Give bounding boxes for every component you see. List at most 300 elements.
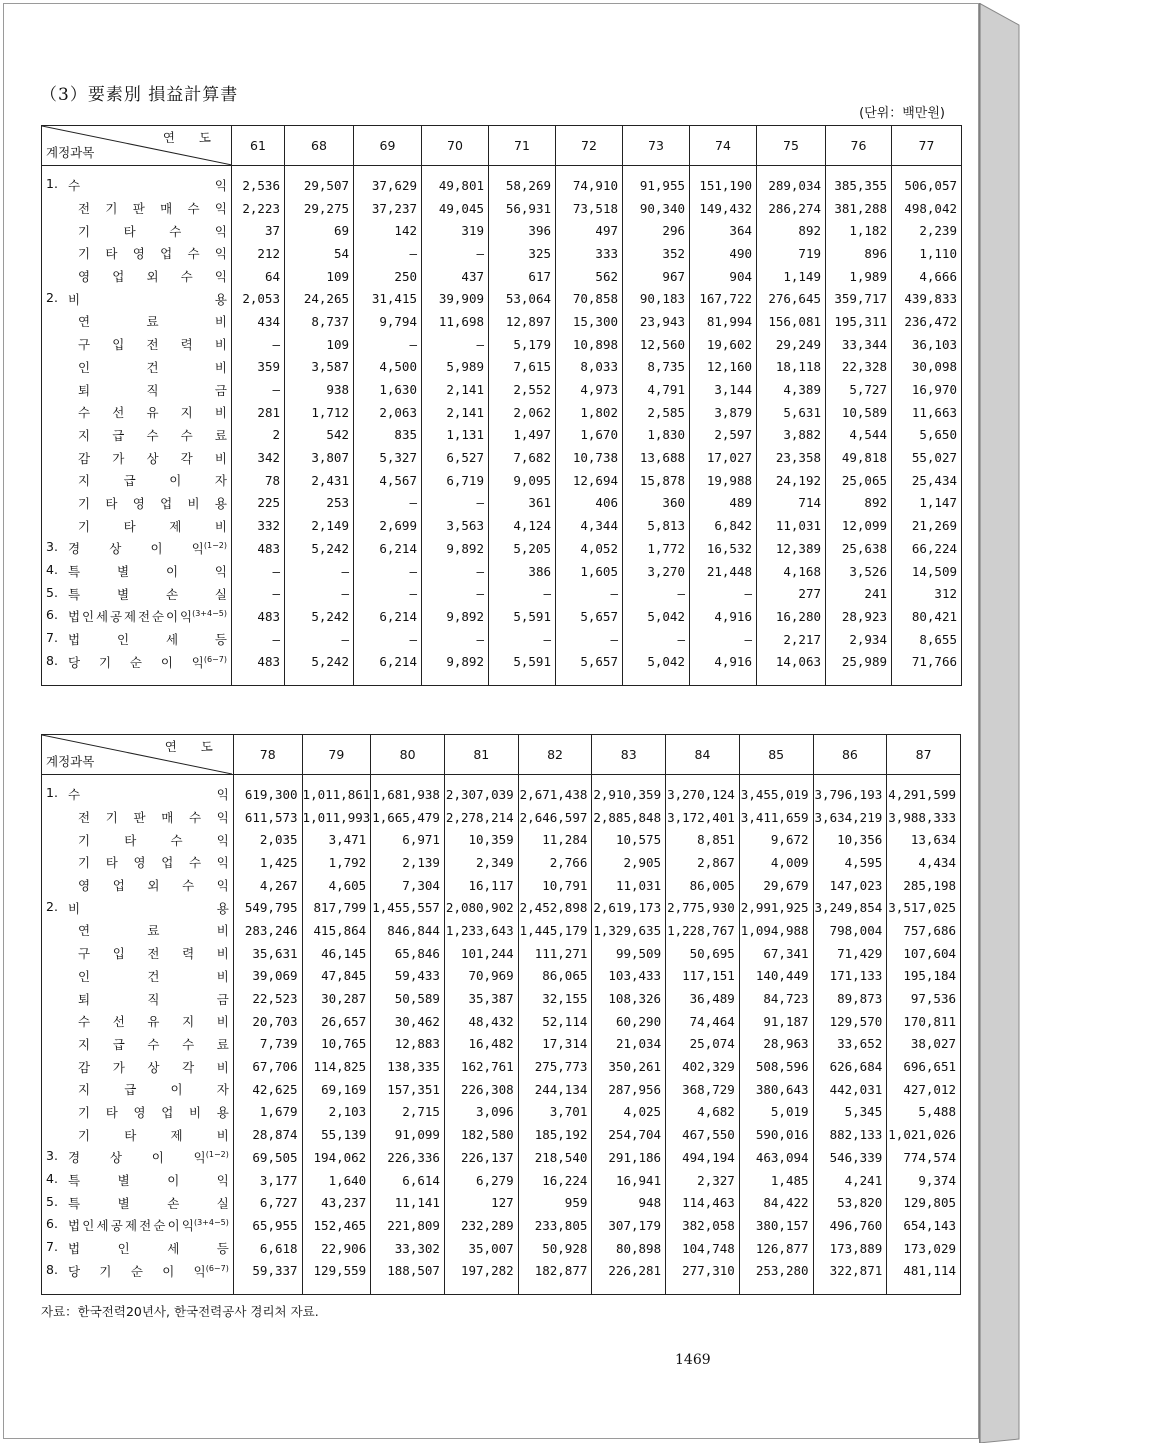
value-cell: 36,103: [892, 333, 962, 356]
value-cell: 1,802: [556, 401, 623, 424]
value-cell: 835: [354, 424, 422, 447]
year-header: 83: [592, 735, 666, 775]
value-cell: 2,536: [232, 174, 285, 197]
value-cell: 286,274: [757, 197, 826, 220]
value-cell: 14,063: [757, 650, 826, 673]
value-cell: 21,034: [592, 1033, 666, 1056]
value-cell: 171,133: [813, 965, 887, 988]
value-cell: 9,892: [422, 605, 489, 628]
value-cell: 64: [232, 265, 285, 288]
value-cell: 5,591: [489, 650, 556, 673]
value-cell: 25,638: [826, 537, 892, 560]
value-cell: 89,873: [813, 987, 887, 1010]
value-cell: 3,411,659: [739, 806, 813, 829]
table-row: [42, 287, 962, 310]
value-cell: 5,488: [887, 1101, 961, 1124]
value-cell: 90,183: [623, 287, 690, 310]
value-cell: 2,103: [302, 1101, 371, 1124]
value-cell: 69,169: [302, 1078, 371, 1101]
value-cell: 798,004: [813, 919, 887, 942]
value-cell: 221,809: [371, 1214, 445, 1237]
value-cell: 12,389: [757, 537, 826, 560]
value-cell: 16,970: [892, 378, 962, 401]
account-label: 기 타 영 업 수 익: [42, 851, 234, 874]
value-cell: 253: [285, 492, 354, 515]
value-cell: 24,265: [285, 287, 354, 310]
value-cell: 1,681,938: [371, 783, 445, 806]
value-cell: 3,249,854: [813, 896, 887, 919]
corner-account-label: 계정과목: [46, 145, 95, 160]
value-cell: 2,139: [371, 851, 445, 874]
value-cell: 892: [757, 219, 826, 242]
income-statement-table-1961-1977: [41, 125, 962, 686]
value-cell: 1,182: [826, 219, 892, 242]
value-cell: 7,615: [489, 356, 556, 379]
value-cell: 2,867: [666, 851, 740, 874]
value-cell: 86,005: [666, 874, 740, 897]
value-cell: 42,625: [233, 1078, 302, 1101]
value-cell: 4,025: [592, 1101, 666, 1124]
value-cell: 39,069: [233, 965, 302, 988]
value-cell: 101,244: [444, 942, 518, 965]
value-cell: 109: [285, 333, 354, 356]
value-cell: 28,963: [739, 1033, 813, 1056]
value-cell: 19,602: [690, 333, 757, 356]
value-cell: 467,550: [666, 1123, 740, 1146]
value-cell: 80,898: [592, 1237, 666, 1260]
value-cell: 11,141: [371, 1191, 445, 1214]
value-cell: 6,214: [354, 650, 422, 673]
value-cell: 285,198: [887, 874, 961, 897]
value-cell: 43,237: [302, 1191, 371, 1214]
value-cell: 5,242: [285, 537, 354, 560]
value-cell: 114,825: [302, 1055, 371, 1078]
value-cell: 5,657: [556, 650, 623, 673]
value-cell: 381,288: [826, 197, 892, 220]
value-cell: 380,643: [739, 1078, 813, 1101]
value-cell: 654,143: [887, 1214, 961, 1237]
value-cell: 6,971: [371, 828, 445, 851]
value-cell: 65,846: [371, 942, 445, 965]
value-cell: —: [489, 582, 556, 605]
value-cell: 307,179: [592, 1214, 666, 1237]
value-cell: 29,679: [739, 874, 813, 897]
value-cell: 322,871: [813, 1259, 887, 1282]
value-cell: 173,889: [813, 1237, 887, 1260]
value-cell: 1,147: [892, 492, 962, 515]
value-cell: 2,035: [233, 828, 302, 851]
value-cell: 489: [690, 492, 757, 515]
value-cell: 714: [757, 492, 826, 515]
value-cell: 22,906: [302, 1237, 371, 1260]
account-label: 감 가 상 각 비: [42, 1055, 234, 1078]
value-cell: 2,053: [232, 287, 285, 310]
value-cell: 46,145: [302, 942, 371, 965]
table-row: [42, 987, 961, 1010]
value-cell: 52,114: [518, 1010, 592, 1033]
value-cell: 12,897: [489, 310, 556, 333]
value-cell: 60,290: [592, 1010, 666, 1033]
year-header: 70: [422, 126, 489, 166]
value-cell: 30,287: [302, 987, 371, 1010]
table-row: [42, 605, 962, 628]
value-cell: 364: [690, 219, 757, 242]
value-cell: 8,851: [666, 828, 740, 851]
value-cell: 157,351: [371, 1078, 445, 1101]
value-cell: 546,339: [813, 1146, 887, 1169]
table-row: [42, 628, 962, 651]
year-header: 86: [813, 735, 887, 775]
value-cell: 36,489: [666, 987, 740, 1010]
value-cell: 2,910,359: [592, 783, 666, 806]
value-cell: 1,445,179: [518, 919, 592, 942]
value-cell: 16,224: [518, 1169, 592, 1192]
table-row: [42, 965, 961, 988]
value-cell: 81,994: [690, 310, 757, 333]
value-cell: 757,686: [887, 919, 961, 942]
value-cell: 19,988: [690, 469, 757, 492]
value-cell: 332: [232, 514, 285, 537]
table-row: [42, 446, 962, 469]
value-cell: 25,065: [826, 469, 892, 492]
value-cell: 2,141: [422, 401, 489, 424]
value-cell: 4,434: [887, 851, 961, 874]
value-cell: 4,241: [813, 1169, 887, 1192]
value-cell: 1,021,026: [887, 1123, 961, 1146]
value-cell: 406: [556, 492, 623, 515]
value-cell: 2,934: [826, 628, 892, 651]
value-cell: 2,619,173: [592, 896, 666, 919]
table-row: [42, 1169, 961, 1192]
value-cell: 402,329: [666, 1055, 740, 1078]
account-label: 2. 비 용: [42, 287, 232, 310]
value-cell: 882,133: [813, 1123, 887, 1146]
value-cell: 896: [826, 242, 892, 265]
value-cell: 3,172,401: [666, 806, 740, 829]
value-cell: 1,772: [623, 537, 690, 560]
value-cell: 35,007: [444, 1237, 518, 1260]
year-header: 72: [556, 126, 623, 166]
value-cell: 28,874: [233, 1123, 302, 1146]
value-cell: 359: [232, 356, 285, 379]
value-cell: 24,192: [757, 469, 826, 492]
value-cell: 195,311: [826, 310, 892, 333]
value-cell: 5,591: [489, 605, 556, 628]
value-cell: 13,688: [623, 446, 690, 469]
value-cell: 506,057: [892, 174, 962, 197]
value-cell: 2,991,925: [739, 896, 813, 919]
value-cell: 1,485: [739, 1169, 813, 1192]
value-cell: 291,186: [592, 1146, 666, 1169]
value-cell: 2,552: [489, 378, 556, 401]
table-row: [42, 219, 962, 242]
year-header: 82: [518, 735, 592, 775]
account-label: 8. 당 기 순 이 익$^{(6-7)}$: [42, 1259, 234, 1282]
value-cell: 91,099: [371, 1123, 445, 1146]
value-cell: 490: [690, 242, 757, 265]
value-cell: 236,472: [892, 310, 962, 333]
value-cell: 4,595: [813, 851, 887, 874]
value-cell: 8,735: [623, 356, 690, 379]
value-cell: 2,062: [489, 401, 556, 424]
table-row: [42, 942, 961, 965]
value-cell: 289,034: [757, 174, 826, 197]
account-label: 4. 특 별 이 익: [42, 560, 232, 583]
table-row: [42, 896, 961, 919]
table-row: [42, 310, 962, 333]
value-cell: 549,795: [233, 896, 302, 919]
value-cell: —: [354, 582, 422, 605]
account-label: 연 료 비: [42, 310, 232, 333]
value-cell: 4,544: [826, 424, 892, 447]
value-cell: 232,289: [444, 1214, 518, 1237]
value-cell: 129,570: [813, 1010, 887, 1033]
value-cell: 9,892: [422, 650, 489, 673]
value-cell: 9,794: [354, 310, 422, 333]
table-row: [42, 401, 962, 424]
table-row: [42, 828, 961, 851]
value-cell: 3,096: [444, 1101, 518, 1124]
value-cell: —: [285, 582, 354, 605]
value-cell: 26,657: [302, 1010, 371, 1033]
value-cell: 9,892: [422, 537, 489, 560]
value-cell: 5,657: [556, 605, 623, 628]
value-cell: 2,452,898: [518, 896, 592, 919]
value-cell: 6,719: [422, 469, 489, 492]
value-cell: 296: [623, 219, 690, 242]
value-cell: 10,359: [444, 828, 518, 851]
value-cell: 111,271: [518, 942, 592, 965]
year-header: 74: [690, 126, 757, 166]
table-row: [42, 783, 961, 806]
value-cell: —: [354, 628, 422, 651]
value-cell: 497: [556, 219, 623, 242]
account-label: 1. 수 익: [42, 174, 232, 197]
value-cell: 10,589: [826, 401, 892, 424]
value-cell: 16,941: [592, 1169, 666, 1192]
value-cell: 99,509: [592, 942, 666, 965]
value-cell: 5,242: [285, 650, 354, 673]
value-cell: 49,801: [422, 174, 489, 197]
value-cell: 30,462: [371, 1010, 445, 1033]
value-cell: 277: [757, 582, 826, 605]
account-label: 지 급 이 자: [42, 469, 232, 492]
value-cell: 21,448: [690, 560, 757, 583]
account-label: 수 선 유 지 비: [42, 1010, 234, 1033]
value-cell: —: [232, 378, 285, 401]
value-cell: 114,463: [666, 1191, 740, 1214]
value-cell: 2,775,930: [666, 896, 740, 919]
value-cell: 10,356: [813, 828, 887, 851]
value-cell: 17,027: [690, 446, 757, 469]
value-cell: 47,845: [302, 965, 371, 988]
value-cell: 319: [422, 219, 489, 242]
value-cell: 283,246: [233, 919, 302, 942]
value-cell: 53,820: [813, 1191, 887, 1214]
value-cell: 195,184: [887, 965, 961, 988]
value-cell: 74,910: [556, 174, 623, 197]
value-cell: 2,149: [285, 514, 354, 537]
account-label: 6. 법 인 세 공 제 전 순 이 익$^{(3+4-5)}$: [42, 1214, 234, 1237]
value-cell: 7,304: [371, 874, 445, 897]
value-cell: 2,885,848: [592, 806, 666, 829]
value-cell: 29,275: [285, 197, 354, 220]
value-cell: 127: [444, 1191, 518, 1214]
value-cell: 16,532: [690, 537, 757, 560]
value-cell: 959: [518, 1191, 592, 1214]
value-cell: 16,280: [757, 605, 826, 628]
value-cell: 360: [623, 492, 690, 515]
value-cell: 1,228,767: [666, 919, 740, 942]
year-header: 84: [666, 735, 740, 775]
value-cell: 2,646,597: [518, 806, 592, 829]
value-cell: 11,663: [892, 401, 962, 424]
value-cell: 1,094,988: [739, 919, 813, 942]
value-cell: —: [232, 333, 285, 356]
account-label: 퇴 직 금: [42, 987, 234, 1010]
value-cell: 2,431: [285, 469, 354, 492]
value-cell: 4,666: [892, 265, 962, 288]
value-cell: 342: [232, 446, 285, 469]
account-label: 지 급 수 수 료: [42, 424, 232, 447]
value-cell: 2,766: [518, 851, 592, 874]
value-cell: 66,224: [892, 537, 962, 560]
value-cell: 5,042: [623, 605, 690, 628]
value-cell: 483: [232, 650, 285, 673]
value-cell: 3,701: [518, 1101, 592, 1124]
value-cell: 4,389: [757, 378, 826, 401]
value-cell: 5,727: [826, 378, 892, 401]
table-row: [42, 378, 962, 401]
year-header: 69: [354, 126, 422, 166]
value-cell: 49,045: [422, 197, 489, 220]
table-row: [42, 874, 961, 897]
corner-year-label: 연 도: [164, 739, 223, 754]
value-cell: 4,973: [556, 378, 623, 401]
value-cell: 69: [285, 219, 354, 242]
value-cell: 39,909: [422, 287, 489, 310]
value-cell: 483: [232, 537, 285, 560]
value-cell: 1,329,635: [592, 919, 666, 942]
table-row: [42, 174, 962, 197]
value-cell: 182,580: [444, 1123, 518, 1146]
value-cell: 54: [285, 242, 354, 265]
value-cell: 185,192: [518, 1123, 592, 1146]
value-cell: 65,955: [233, 1214, 302, 1237]
value-cell: 9,095: [489, 469, 556, 492]
value-cell: 386: [489, 560, 556, 583]
value-cell: 71,429: [813, 942, 887, 965]
value-cell: 774,574: [887, 1146, 961, 1169]
value-cell: 182,877: [518, 1259, 592, 1282]
value-cell: 241: [826, 582, 892, 605]
value-cell: 86,065: [518, 965, 592, 988]
account-label: 구 입 전 력 비: [42, 942, 234, 965]
value-cell: 80,421: [892, 605, 962, 628]
table-row: [42, 197, 962, 220]
value-cell: —: [354, 333, 422, 356]
value-cell: 846,844: [371, 919, 445, 942]
account-label: 인 건 비: [42, 965, 234, 988]
value-cell: 225: [232, 492, 285, 515]
value-cell: 1,011,993: [302, 806, 371, 829]
value-cell: 3,471: [302, 828, 371, 851]
table-row: [42, 333, 962, 356]
value-cell: —: [232, 582, 285, 605]
value-cell: 129,559: [302, 1259, 371, 1282]
value-cell: 104,748: [666, 1237, 740, 1260]
value-cell: 197,282: [444, 1259, 518, 1282]
value-cell: 33,344: [826, 333, 892, 356]
value-cell: 37,629: [354, 174, 422, 197]
value-cell: 10,898: [556, 333, 623, 356]
value-cell: 361: [489, 492, 556, 515]
value-cell: 6,614: [371, 1169, 445, 1192]
value-cell: 3,563: [422, 514, 489, 537]
value-cell: 226,281: [592, 1259, 666, 1282]
value-cell: 380,157: [739, 1214, 813, 1237]
account-label: 감 가 상 각 비: [42, 446, 232, 469]
value-cell: 4,344: [556, 514, 623, 537]
value-cell: 2,327: [666, 1169, 740, 1192]
value-cell: 1,011,861: [302, 783, 371, 806]
year-header: 71: [489, 126, 556, 166]
value-cell: 103,433: [592, 965, 666, 988]
value-cell: 35,631: [233, 942, 302, 965]
value-cell: 463,094: [739, 1146, 813, 1169]
value-cell: 20,703: [233, 1010, 302, 1033]
value-cell: 617: [489, 265, 556, 288]
value-cell: 15,878: [623, 469, 690, 492]
value-cell: 253,280: [739, 1259, 813, 1282]
value-cell: 109: [285, 265, 354, 288]
value-cell: 2,671,438: [518, 783, 592, 806]
value-cell: 494,194: [666, 1146, 740, 1169]
value-cell: 67,341: [739, 942, 813, 965]
table-row: [42, 1237, 961, 1260]
value-cell: 4,916: [690, 605, 757, 628]
account-label: 인 건 비: [42, 356, 232, 379]
value-cell: 590,016: [739, 1123, 813, 1146]
income-statement-table-1978-1987: [41, 734, 961, 1295]
value-cell: 50,928: [518, 1237, 592, 1260]
value-cell: 12,694: [556, 469, 623, 492]
value-cell: 1,640: [302, 1169, 371, 1192]
value-cell: 382,058: [666, 1214, 740, 1237]
value-cell: 218,540: [518, 1146, 592, 1169]
value-cell: 2,141: [422, 378, 489, 401]
value-cell: 2,307,039: [444, 783, 518, 806]
value-cell: 333: [556, 242, 623, 265]
value-cell: 4,682: [666, 1101, 740, 1124]
value-cell: 30,098: [892, 356, 962, 379]
value-cell: 2,223: [232, 197, 285, 220]
value-cell: 38,027: [887, 1033, 961, 1056]
table-row: [42, 469, 962, 492]
value-cell: 58,269: [489, 174, 556, 197]
value-cell: 3,879: [690, 401, 757, 424]
year-header: 87: [887, 735, 961, 775]
value-cell: 18,118: [757, 356, 826, 379]
account-label: 퇴 직 금: [42, 378, 232, 401]
value-cell: 32,155: [518, 987, 592, 1010]
year-header: 81: [444, 735, 518, 775]
value-cell: 3,517,025: [887, 896, 961, 919]
value-cell: 50,589: [371, 987, 445, 1010]
account-label: 기 타 제 비: [42, 1123, 234, 1146]
value-cell: 16,482: [444, 1033, 518, 1056]
year-header: 68: [285, 126, 354, 166]
